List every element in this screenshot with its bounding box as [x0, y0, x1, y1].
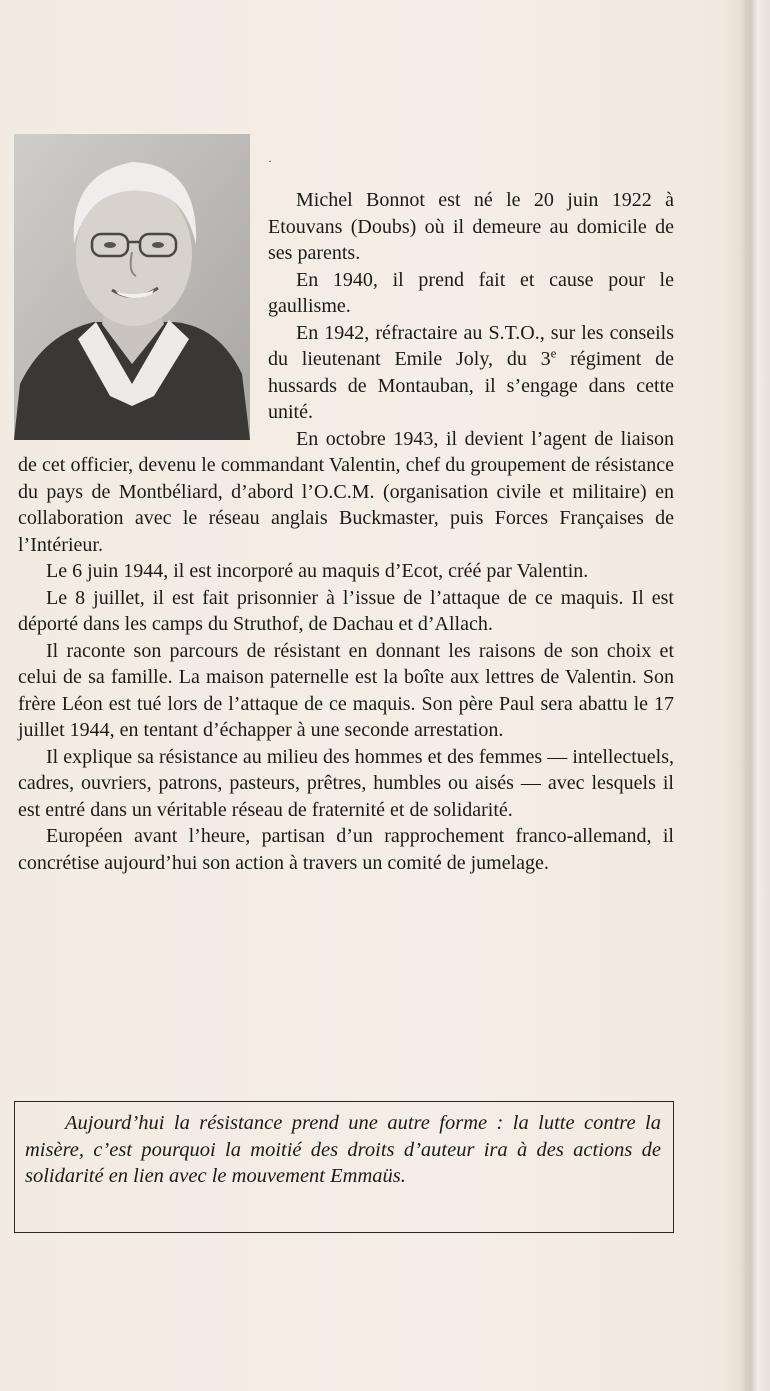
bio-paragraph-1	[18, 187, 674, 267]
bio-superscript: e	[550, 345, 557, 361]
bio-paragraph-1-text: Michel Bonnot est né le 20 juin 1922 à Etouvans (Doubs) où il demeure au domicile de ses parents.	[268, 189, 674, 264]
bio-paragraph-9	[18, 823, 674, 876]
bio-paragraph-6	[18, 585, 674, 638]
bio-paragraph-5	[18, 558, 674, 585]
bio-paragraph-7-text: Il raconte son parcours de résistant en donnant les raisons de son choix et celui de sa famille. La maison paternelle est la boîte aux lettres de Valentin. Son frère Léon est tué lors de l’attaque de ce maquis. Son père Paul sera abattu le 17 juillet 1944, en tentant d’échapper à une seconde arrestation.	[18, 639, 674, 741]
bio-paragraph-2-text: En 1940, il prend fait et cause pour le gaullisme.	[268, 268, 674, 317]
bio-paragraph-8	[18, 744, 674, 824]
speck: ·	[268, 154, 272, 168]
bio-paragraph-5-text: Le 6 juin 1944, il est incorporé au maquis d’Ecot, créé par Valentin.	[46, 560, 589, 582]
bio-paragraph-4-text: En octobre 1943, il devient l’agent de liaison de cet officier, devenu le commandant Valentin, chef du groupement de résistance du pays de Montbéliard, d’abord l’O.C.M. (organisation civile et militaire) en collaboration avec le réseau anglais Buckmaster, puis Forces Françaises de l’Intérieur.	[18, 427, 674, 556]
bio-paragraph-6-text: Le 8 juillet, il est fait prisonnier à l’issue de l’attaque de ce maquis. Il est déporté dans les camps du Struthof, de Dachau et d’Allach.	[18, 586, 674, 635]
royalties-note-box	[14, 1101, 674, 1233]
bio-paragraph-3-tail: régiment de hussards de Montauban, il s’engage dans cette unité.	[268, 348, 674, 423]
bio-paragraph-3	[18, 320, 674, 426]
biography-text	[18, 187, 674, 876]
bio-paragraph-2	[18, 267, 674, 320]
bio-paragraph-3-text: En 1942, réfractaire au S.T.O., sur les conseils du lieutenant Emile Joly, du 3	[268, 321, 674, 370]
bio-paragraph-4	[18, 426, 674, 559]
bio-paragraph-9-text: Européen avant l’heure, partisan d’un rapprochement franco-allemand, il concrétise aujourd’hui son action à travers un comité de jumelage.	[18, 825, 674, 874]
page-edge-shadow	[740, 0, 770, 1391]
royalties-note-text: Aujourd’hui la résistance prend une autre forme : la lutte contre la misère, c’est pourquoi la moitié des droits d’auteur ira à des actions de solidarité en lien avec le mouvement Emmaüs.	[25, 1112, 661, 1187]
bio-paragraph-7	[18, 638, 674, 744]
bio-paragraph-8-text: Il explique sa résistance au milieu des hommes et des femmes — intellectuels, cadres, ouvriers, patrons, pasteurs, prêtres, humbles ou aisés — avec lesquels il est entré dans un véritable réseau de fraternité et de solidarité.	[18, 745, 674, 821]
